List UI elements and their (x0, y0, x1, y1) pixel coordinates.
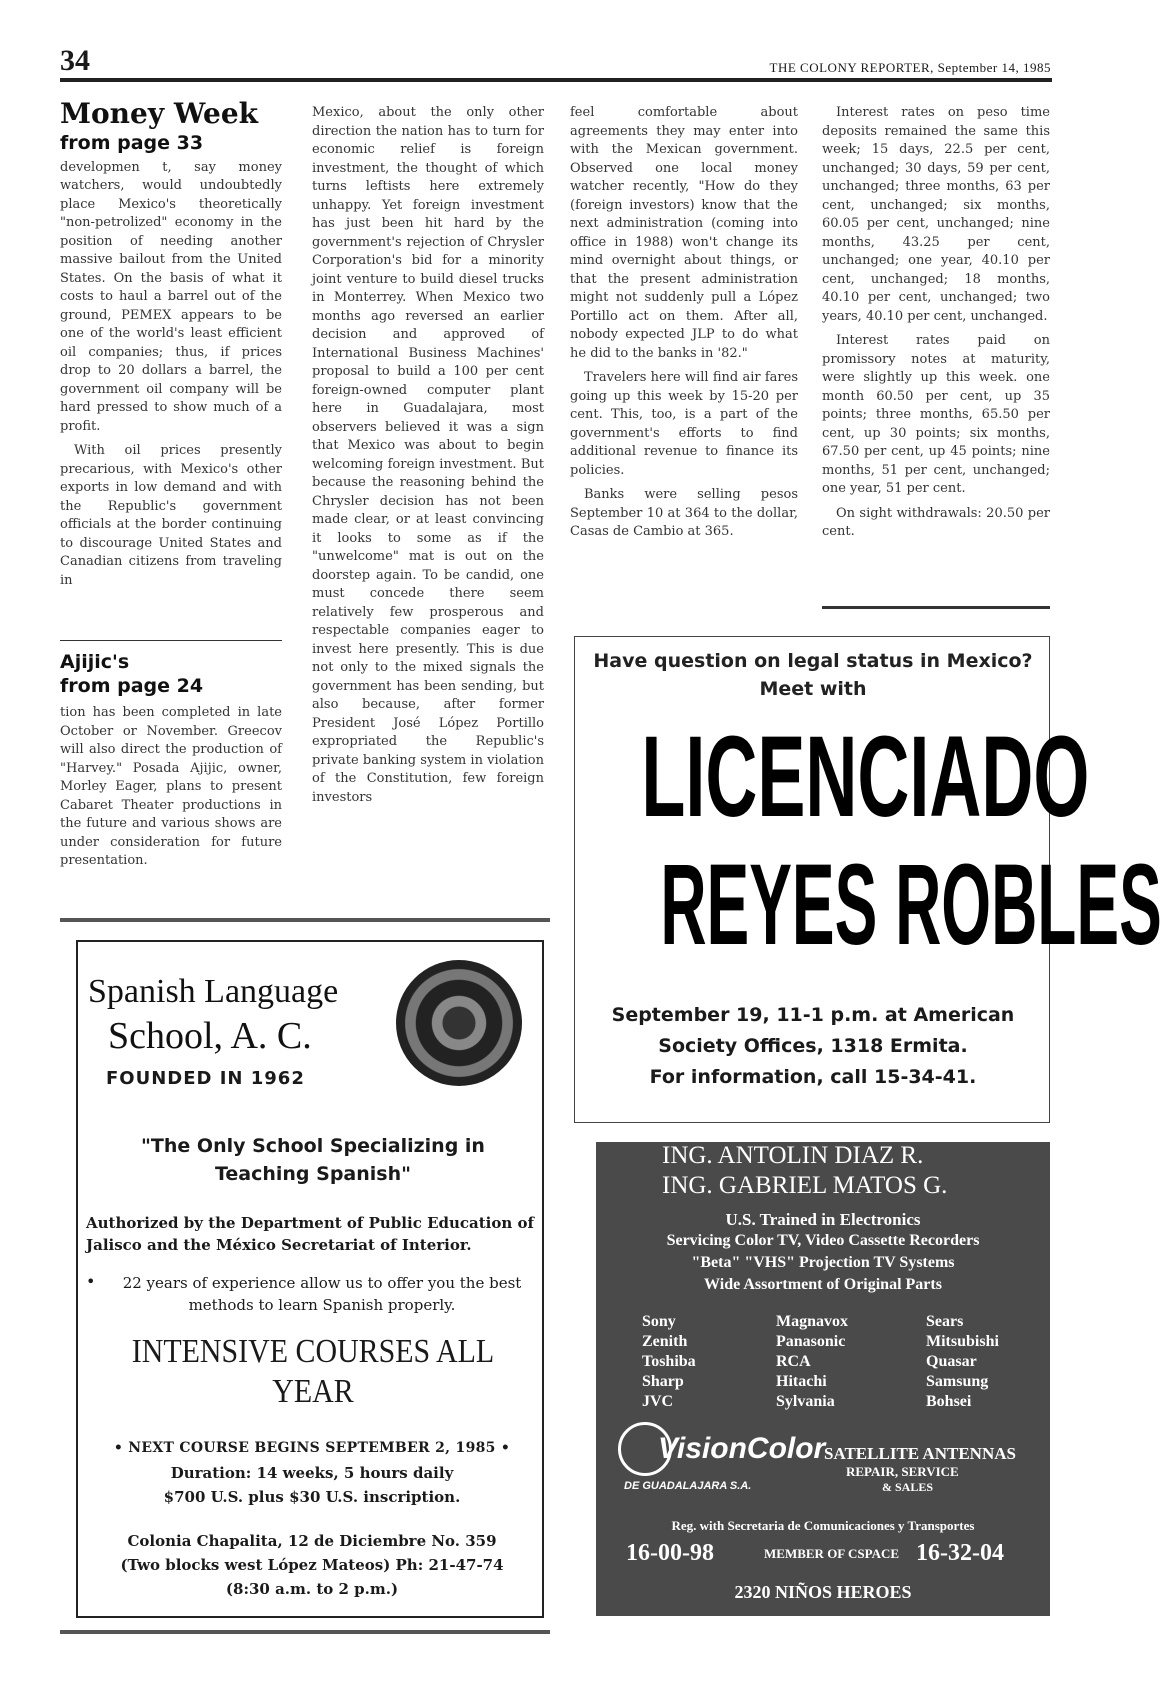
brand: Samsung (926, 1373, 989, 1390)
brand: Sylvania (776, 1393, 835, 1410)
brands-column-3 (926, 1312, 999, 1412)
sales-line: & SALES (882, 1480, 934, 1494)
paragraph: With oil prices presently precarious, with Mexico's other exports in low demand and with the Republic's government officials at the border continuing to discourage United States and Canadian citizens from traveling in (60, 443, 282, 588)
paragraph: Interest rates on peso time deposits remained the same this week; 15 days, 22.5 per cent, unchanged; 30 days, 59 per cent, unchanged; three months, 63 per cent, unchanged; six months, 60.05 per cent, unchanged; nine months, 43.25 per cent, unchanged; one year, 40.10 per cent, unchanged; 18 months, 40.10 per cent, unchanged; two years, 40.10 per cent, unchanged. (822, 105, 1050, 324)
paragraph: tion has been completed in late October or November. Greecov will also direct the production of "Harvey." Posada Ajijic, owner, Morley Eager, plans to present Cabaret Theater productions in the future and various shows are under consideration for future presentation. (60, 705, 282, 868)
authorized-text: Authorized by the Department of Public Education of Jalisco and the México Secretariat of Interior. (86, 1214, 534, 1254)
brand: Bohsei (926, 1393, 972, 1410)
article-continuation (312, 104, 544, 813)
paragraph: Interest rates paid on promissory notes at maturity, were slightly up this week. one month 60.50 per cent, up 35 points; three months, 65.50 per cent, up 30 points; six months, 67.50 per cent, up 45 points; nine months, 51 per cent, unchanged; one year, 51 per cent. (822, 333, 1050, 496)
school-name-1: Spanish Language (88, 973, 339, 1010)
article-continuation-2 (570, 104, 798, 548)
ad-bottom-border (60, 1630, 550, 1634)
engineer-name-2: ING. GABRIEL MATOS G. (662, 1172, 948, 1199)
duration-text: Duration: 14 weeks, 5 hours daily (170, 1464, 454, 1482)
brand: Toshiba (642, 1353, 696, 1370)
bullet-icon: • (86, 1272, 96, 1291)
brand: Sony (642, 1313, 676, 1330)
running-head: THE COLONY REPORTER, September 14, 1985 (769, 60, 1051, 75)
legal-where: Society Offices, 1318 Ermita. (658, 1035, 968, 1057)
brand: RCA (776, 1353, 811, 1370)
visioncolor-logo: VisionColor (658, 1432, 826, 1465)
column-end-rule (822, 606, 1050, 609)
visioncolor-sub: DE GUADALAJARA S.A. (624, 1480, 752, 1492)
member-line: MEMBER OF CSPACE (764, 1546, 900, 1561)
services-line-2: "Beta" "VHS" Projection TV Systems (691, 1254, 955, 1271)
school-slogan: "The Only School Specializing in Teaching Spanish" (141, 1135, 485, 1185)
brands-column-2 (776, 1312, 848, 1412)
tv-address: 2320 NIÑOS HEROES (734, 1582, 912, 1602)
headline-ajijic: Ajijic's (60, 651, 130, 673)
brand: JVC (642, 1393, 674, 1410)
paragraph: Banks were selling pesos September 10 at 364 to the dollar, Casas de Cambio at 365. (570, 487, 798, 539)
brand: Magnavox (776, 1313, 848, 1330)
trained-line: U.S. Trained in Electronics (725, 1210, 921, 1229)
ad-legal-status (574, 636, 1162, 1123)
page-number: 34 (60, 44, 90, 77)
aztec-calendar-icon (396, 960, 522, 1086)
brand: Quasar (926, 1353, 977, 1370)
address-line-2: (Two blocks west López Mateos) Ph: 21-47-74 (120, 1556, 504, 1574)
brands-column-1 (642, 1312, 696, 1412)
parts-line: Wide Assortment of Original Parts (704, 1276, 942, 1293)
paragraph: feel comfortable about agreements they may enter into with the Mexican government. Observed one local money watcher recently, "How do they (foreign investors) know that the next administration (coming into office in 1988) won't change its mind overnight about things, or that the present administration might not suddenly pull a López Portillo act on them. After all, nobody expected JLP to do what he did to the banks in '82." (570, 105, 798, 361)
engineer-name-1: ING. ANTOLIN DIAZ R. (662, 1142, 924, 1169)
ad-tv-repair (596, 1142, 1050, 1616)
phone-1: 16-00-98 (626, 1540, 714, 1566)
ad-top-border (60, 918, 550, 922)
phone-2: 16-32-04 (916, 1540, 1004, 1566)
brand: Hitachi (776, 1373, 827, 1390)
address-line-1: Colonia Chapalita, 12 de Diciembre No. 359 (127, 1532, 497, 1550)
header-rule (60, 78, 1052, 82)
article-ajijic (60, 650, 282, 877)
satellite-line: SATELLITE ANTENNAS (824, 1444, 1016, 1463)
headline-money-week: Money Week (60, 97, 259, 130)
services-line-1: Servicing Color TV, Video Cassette Recorders (666, 1232, 980, 1249)
registration-line: Reg. with Secretaria de Comunicaciones y Transportes (671, 1518, 975, 1533)
school-name-2: School, A. C. (108, 1015, 312, 1057)
paragraph: Mexico, about the only other direction the nation has to turn for economic relief is foreign investment, the thought of which turns leftists here extremely unhappy. Yet foreign investment has just been hit hard by the government's rejection of Chrysler Corporation's bid for a minority joint venture to build diesel trucks in Monterrey. When Mexico two months ago reversed an earlier decision and approved of International Business Machines' proposal to build a 100 per cent foreign-owned computer plant here in Guadalajara, most observers believed it was a sign that Mexico was about to begin welcoming foreign investment. But because the reasoning behind the Chrysler decision has not been made clear, or at least convincing it looks to some as if the "unwelcome" mat is out on the doorstep again. To be candid, one must concede there seem relatively few prosperous and respectable companies eager to invest here presently. This is due not only to the mixed signals the government has been sending, but also because, after former President José López Portillo expropriated the Republic's private banking system in violation of the Constitution, few foreign investors (312, 105, 544, 805)
legal-info: For information, call 15-34-41. (649, 1066, 977, 1088)
kicker-from-page-33: from page 33 (60, 132, 204, 154)
repair-line: REPAIR, SERVICE (846, 1464, 959, 1479)
interest-rates (822, 104, 1050, 548)
kicker-from-page-24: from page 24 (60, 675, 204, 697)
paragraph: On sight withdrawals: 20.50 per cent. (822, 505, 1050, 539)
price-text: $700 U.S. plus $30 U.S. inscription. (163, 1488, 461, 1506)
brand: Sears (926, 1313, 964, 1330)
experience-text: 22 years of experience allow us to offer you the best methods to learn Spanish properly. (122, 1274, 522, 1314)
column-divider (60, 640, 282, 641)
reyes-robles-title: REYES ROBLES (660, 840, 1162, 970)
legal-question: Have question on legal status in Mexico? Meet with (593, 650, 1033, 700)
brand: Panasonic (776, 1333, 846, 1350)
brand: Mitsubishi (926, 1333, 999, 1350)
paragraph: developmen t, say money watchers, would undoubtedly place Mexico's theoretically "non-petrolized" economy in the position of needing another massive bailout from the United States. On the basis of what it costs to haul a barrel out of the ground, PEMEX appears to be one of the world's least efficient oil companies; thus, if prices drop to 20 dollars a barrel, the government oil company will be hard pressed to show much of a profit. (60, 159, 282, 434)
hours-text: (8:30 a.m. to 2 p.m.) (225, 1580, 399, 1598)
article-money-week (60, 98, 282, 596)
brand: Sharp (642, 1373, 684, 1390)
founded-line: FOUNDED IN 1962 (106, 1068, 305, 1089)
legal-when: September 19, 11-1 p.m. at American (611, 1004, 1015, 1026)
paragraph: Travelers here will find air fares going up this week by 15-20 per cent. This, too, is a part of the government's efforts to find additional revenue to finance its policies. (570, 370, 798, 478)
ad-spanish-school (76, 940, 544, 1618)
intensive-courses: INTENSIVE COURSES ALL YEAR (131, 1333, 495, 1410)
brand: Zenith (642, 1333, 688, 1350)
next-course-text: NEXT COURSE BEGINS SEPTEMBER 2, 1985 (128, 1440, 496, 1456)
licenciado-title: LICENCIADO (641, 712, 1090, 842)
next-course: • NEXT COURSE BEGINS SEPTEMBER 2, 1985 • (113, 1440, 511, 1456)
